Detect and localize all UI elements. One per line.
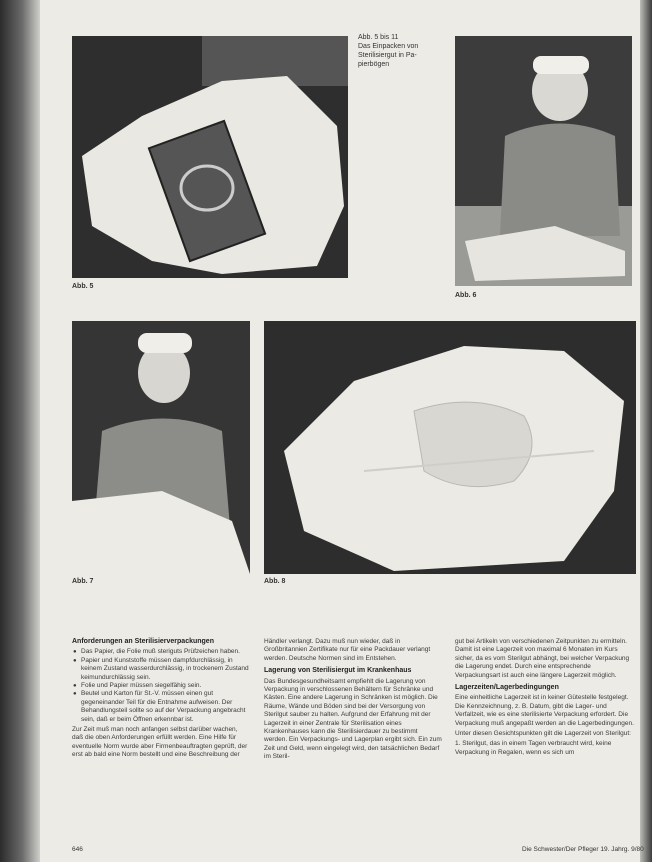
section-heading: Lagerzeiten/Lagerbedingungen — [455, 684, 559, 692]
requirements-list — [72, 648, 250, 724]
figure-5-photo — [72, 36, 348, 278]
page-edge-shadow — [640, 0, 652, 862]
journal-footer: Die Schwester/Der Pfleger 19. Jahrg. 9/80 — [522, 846, 644, 853]
body-paragraph: Das Bundesgesundheitsamt empfiehlt die Lagerung von Verpackung in verschlossenen Behältern für Schränke und Kästen. Eine andere Lagerung in Schränken ist möglich. Die Räume, Wände und Böden sind bei der Versorgung von Sterilgut sauber zu halten. Aufgrund der Erfahrung mit der Lagerzeit in einer Zentrale für Sterilisation eines Krankenhauses kann die Sterilisierdauer zu bestimmt werden. Ein Verpackungs- und Lagerplan ergibt sich. Ein zum Zeit und Geld, wenn eingelegt wird, den tatsächlichen Bedarf im Steril- — [264, 677, 442, 761]
section-heading: Lagerung von Sterilisiergut im Krankenhaus — [264, 667, 412, 675]
text-column-3 — [455, 638, 635, 759]
list-item: ● Papier und Kunststoffe müssen dampfdurchlässig, in keinem Zustand wasserdurchlässig, in trockenem Zustand keimundurchlässig sein. — [81, 657, 250, 682]
body-paragraph: gut bei Artikeln von verschiedenen Zeitpunkten zu ermitteln. Damit ist eine Lagerzeit von maximal 6 Monaten im Kurs sicher, da es vom Sterilgut abhängt, bei welcher Verpackung die Lagerung endet. Durch eine entsprechende Verpackungsart ist auch eine längere Lagerzeit möglich. — [455, 638, 630, 679]
figure-5-label: Abb. 5 — [72, 283, 94, 290]
numbered-item: 1. Sterilgut, das in einem Tagen verbraucht wird, keine Verpackung in Regalen, wenn es sich um — [455, 740, 612, 756]
list-item: ● Beutel und Karton für St.-V. müssen einen gut gegeneinander Teil für die Entnahme aufweisen. Der Behandlungsteil sollte so auf der Verpackung angebracht sein, daß er beim Öffnen erkennbar ist. — [81, 690, 250, 724]
text-column-1 — [72, 638, 250, 762]
page-number: 646 — [72, 846, 83, 853]
caption-line: Sterilisiergut in Pa- — [358, 52, 417, 59]
binding-shadow — [0, 0, 40, 862]
body-paragraph: Eine einheitliche Lagerzeit ist in keiner Gütestelle festgelegt. Die Kennzeichnung, z. B. Datum, gibt die Lager- und Verfallzeit, wie es eine sterilisierte Verpackung erfordert. Die Verpackung muß angepaßt werden an die Lagerbedingungen. — [455, 694, 634, 727]
body-paragraph: Unter diesen Gesichtspunkten gilt die Lagerzeit von Sterilgut: — [455, 730, 631, 738]
list-item: ● Das Papier, die Folie muß steriguts Prüfzeichen haben. — [81, 648, 250, 656]
figure-6-photo — [455, 36, 632, 286]
list-item: ● Folie und Papier müssen siegelfähig sein. — [81, 682, 250, 690]
text-column-2 — [264, 638, 442, 764]
caption-line: Das Einpacken von — [358, 43, 419, 50]
figure-8-photo — [264, 321, 636, 574]
caption-line: pierbögen — [358, 61, 390, 68]
figure-6-label: Abb. 6 — [455, 292, 477, 299]
figure-caption-block — [358, 33, 444, 69]
figure-7-photo — [72, 321, 250, 574]
figure-7-label: Abb. 7 — [72, 578, 94, 585]
section-heading: Anforderungen an Sterilisierverpackungen — [72, 638, 214, 645]
body-paragraph: Händler verlangt. Dazu muß nun wieder, daß in Großbritannien Zertifikate nur für eine Packdauer verlangt werden. Deutsche Normen sind im Entstehen. — [264, 638, 431, 662]
figure-8-label: Abb. 8 — [264, 578, 286, 585]
caption-line: Abb. 5 bis 11 — [358, 34, 399, 41]
body-paragraph: Zur Zeit muß man noch anfangen selbst darüber wachen, daß die oben Anforderungen erfüllt werden. Eine Hilfe für eventuelle Norm wurde aber Firmenbeauftragten geprüft, der erst ab bald eine Norm bestellt und eine Beschreibung der — [72, 726, 248, 759]
